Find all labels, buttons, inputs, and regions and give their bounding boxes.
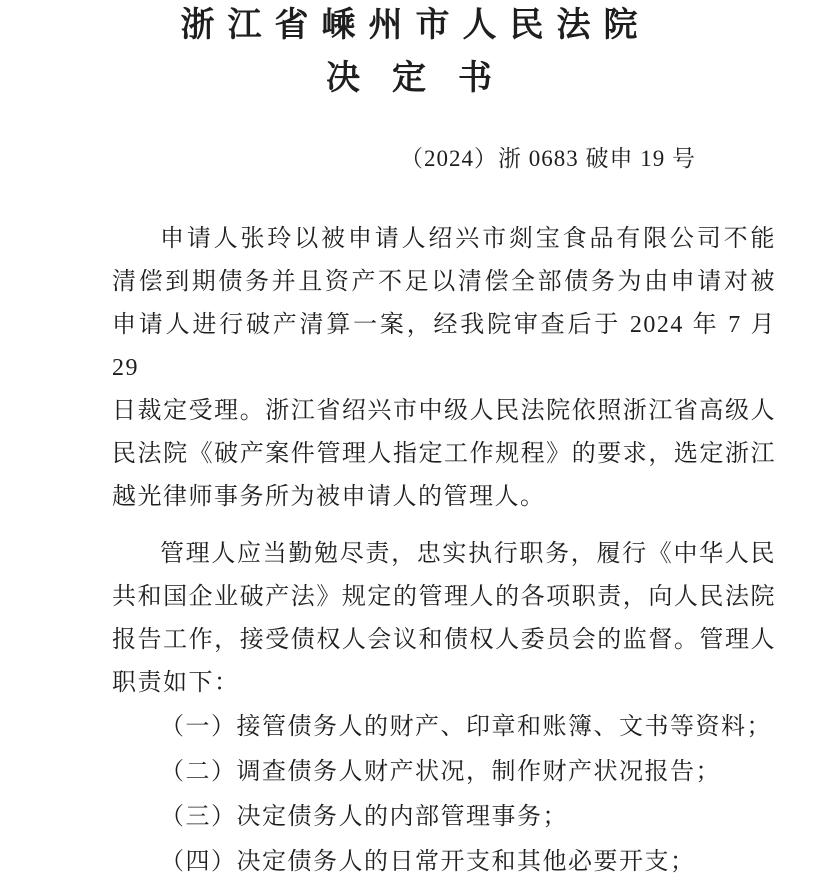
body-line: 申请人进行破产清算一案，经我院审查后于 2024 年 7 月 29 (112, 312, 776, 381)
case-number: （2024）浙 0683 破申 19 号 (400, 146, 696, 171)
body-line: 职责如下： (112, 670, 240, 696)
duty-list (112, 705, 776, 885)
body-line: 申请人张玲以被申请人绍兴市剡宝食品有限公司不能 (160, 226, 776, 252)
body-line: 越光律师事务所为被申请人的管理人。 (112, 484, 546, 510)
duty-item-2: （二）调查债务人财产状况，制作财产状况报告； (160, 759, 721, 785)
duty-item-4: （四）决定债务人的日常开支和其他必要开支； (160, 849, 696, 875)
duty-item-3: （三）决定债务人的内部管理事务； (160, 804, 568, 830)
body-line: 清偿到期债务并且资产不足以清偿全部债务为由申请对被 (112, 269, 776, 295)
paragraph-administrator-duties (112, 533, 776, 705)
body-line: 日裁定受理。浙江省绍兴市中级人民法院依照浙江省高级人 (112, 398, 776, 424)
court-name-title: 浙江省嵊州市人民法院 (180, 7, 651, 44)
body-line: 报告工作，接受债权人会议和债权人委员会的监督。管理人 (112, 627, 776, 653)
body-line: 民法院《破产案件管理人指定工作规程》的要求，选定浙江 (112, 441, 776, 467)
paragraph-application (112, 218, 776, 519)
body-line: 共和国企业破产法》规定的管理人的各项职责，向人民法院 (112, 584, 776, 610)
body-line: 管理人应当勤勉尽责，忠实执行职务，履行《中华人民 (160, 541, 776, 567)
document-type-title: 决定书 (326, 60, 524, 97)
document-body (112, 218, 776, 885)
duty-item-1: （一）接管债务人的财产、印章和账簿、文书等资料； (160, 714, 772, 740)
